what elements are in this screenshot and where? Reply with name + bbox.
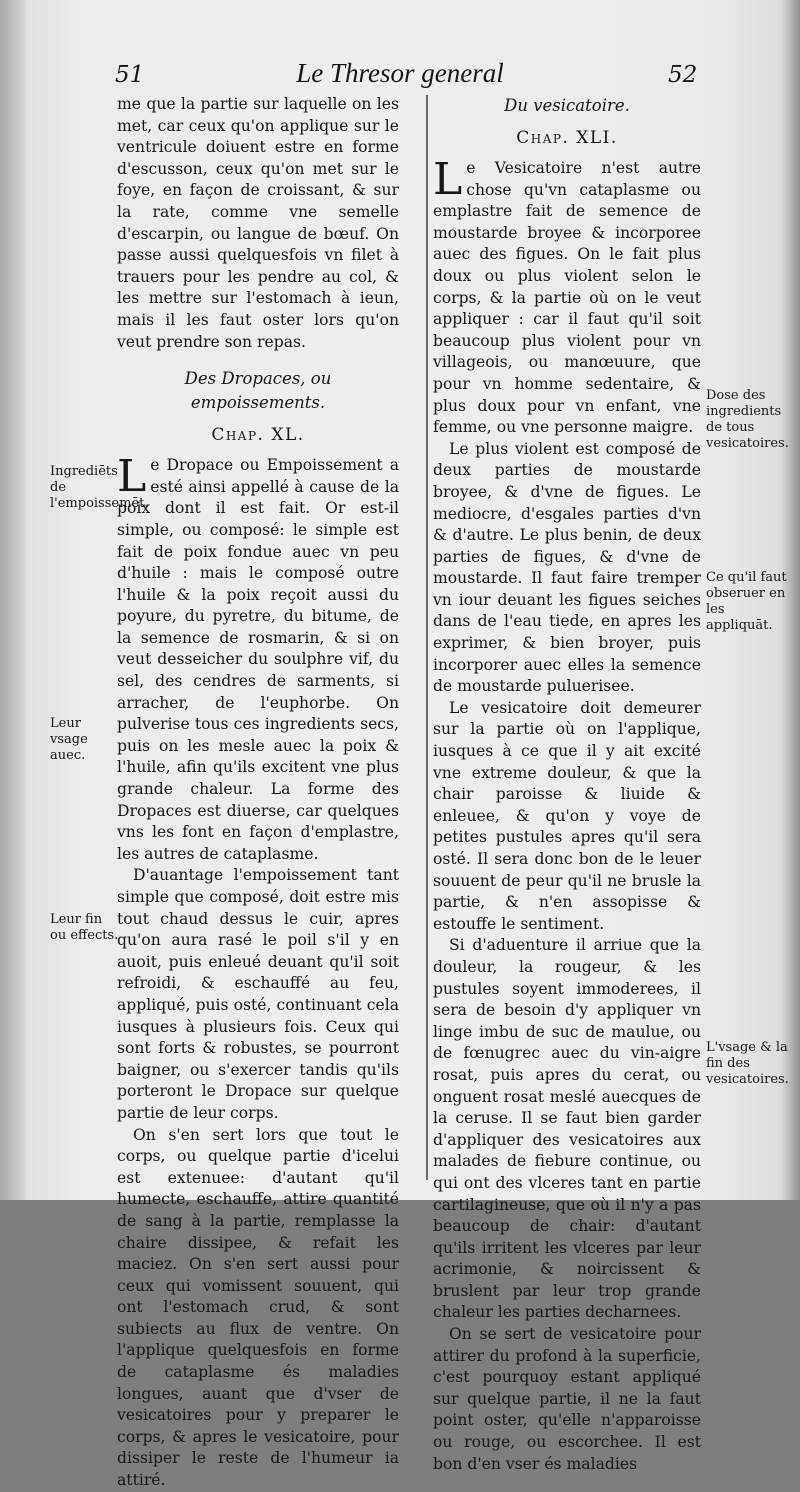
right-paragraph-1: Le Vesicatoire n'est autre chose qu'vn cataplasme ou emplastre fait de semence de moustarde broyee & incorporee auec des figues. On le fait plus doux ou plus violent selon le corps, & la partie où on le veut appliquer : car il faut qu'il soit beaucoup plus violent pour vn villageois, ou manœuure, que pour vn homme sedentaire, & plus doux pour vn enfant, vne femme, ou vne personne maigre.: [433, 154, 701, 437]
right-paragraph-2: Le plus violent est composé de deux parties de moustarde broyee, & d'vne de figues. Le mediocre, d'esgales parties d'vn & d'autre. Le plus benin, de deux parties de figues, & d'vne de moustarde. Il faut faire tremper vn iour deuant les figues seiches dans de l'eau tiede, en apres les exprimer, & bien broyer, puis incorporer auec elles la semence de moustarde puluerisee.: [433, 439, 701, 696]
left-column: [117, 94, 399, 1492]
margin-note-effects: Leur fin ou effects.: [50, 912, 119, 943]
folio-left: 51: [115, 62, 145, 88]
chapter-heading-xli: Chap. XLI.: [516, 128, 618, 148]
right-paragraph-5: On se sert de vesicatoire pour attirer du profond à la superficie, c'est pourquoy estant appliqué sur quelque partie, il ne la faut point oster, qu'elle n'apparoisse ou rouge, ou escorchee. Il est bon d'en vser és maladies: [433, 1325, 701, 1473]
left-paragraph-1: Le Dropace ou Empoissement a esté ainsi appellé à cause de la poix dont il est fait. Or est-il simple, ou composé: le simple est fait de poix fondue auec vn peu d'huile : mais le composé outre l'huile & la poix reçoit aussi du poyure, du pyretre, du bitume, de la semence de rosmarin, & si on veut desseicher du soulphre vif, du sel, des cendres de sarments, si arracher, de l'euphorbe. On pulverise tous ces ingredients secs, puis on les mesle auec la poix & l'huile, afin qu'ils excitent vne plus grande chaleur. La forme des Dropaces est diuerse, car quelques vns les font en façon d'emplastre, les autres de cataplasme.: [117, 451, 399, 863]
left-paragraph-2: D'auantage l'empoissement tant simple que composé, doit estre mis tout chaud dessus le cuir, apres qu'on aura rasé le poil s'il y en auoit, puis enleué deuant qu'il soit refroidi, & eschauffé au feu, appliqué, puis osté, continuant cela iusques à plusieurs fois. Ceux qui sont forts & robustes, se pourront baigner, ou s'exercer tandis qu'ils porteront le Dropace sur quelque partie de leur corps.: [117, 866, 399, 1122]
margin-note-purpose: L'vsage & la fin des vesicatoires.: [706, 1040, 789, 1087]
page-edge-left: [0, 0, 26, 1200]
running-title: Le Thresor general: [296, 58, 504, 88]
margin-note-dose: Dose des ingredients de tous vesicatoires.: [706, 388, 789, 451]
section-title-dropaces: Des Dropaces, ou empoissements.: [184, 369, 332, 413]
margin-note-observe: Ce qu'il faut obseruer en les appliquāt.: [706, 570, 787, 633]
right-paragraph-3: Le vesicatoire doit demeurer sur la partie où on l'applique, iusques à ce que il y ait excité vne extreme douleur, & que la chair paroisse & liuide & enleuee, & qu'on y voye de petites pustules apres qu'il sera osté. Il sera donc bon de le leuer souuent de peur qu'il ne brusle la partie, & n'en assopisse & estouffe le sentiment.: [433, 698, 701, 933]
section-title-vesicatoire: Du vesicatoire.: [504, 96, 630, 115]
left-intro-paragraph: me que la partie sur laquelle on les met, car ceux qu'on applique sur le ventricule doiuent estre en forme d'escusson, ceux qu'on met sur le foye, en façon de croissant, & sur la rate, comme vne semelle d'escarpin, ou langue de bœuf. On passe aussi quelquesfois vn filet à trauers pour les pendre au col, & les mettre sur l'estomach à ieun, mais il les faut oster lors qu'on veut prendre son repas.: [117, 95, 399, 351]
margin-note-usage: Leur vsage auec.: [50, 716, 88, 763]
right-paragraph-4: Si d'aduenture il arriue que la douleur, la rougeur, & les pustules soyent immoderees, il sera de besoin d'y appliquer vn linge imbu de suc de maulue, ou de fœnugrec auec du vin-aigre rosat, puis apres du cerat, ou onguent rosat meslé auecques de la ceruse. Il se faut bien garder d'appliquer des vesicatoires aux malades de fiebure continue, ou qui ont des vlceres tant en partie cartilagineuse, que où il n'y a pas beaucoup de chair: d'autant qu'ils irritent les vlceres par leur acrimonie, & noircissent & bruslent par leur trop grande chaleur les parties decharnees.: [433, 936, 701, 1322]
running-head: [0, 58, 800, 98]
margin-note-ingredients: Ingrediēts de l'empoissemēt.: [50, 464, 149, 511]
chapter-heading-xl: Chap. XL.: [211, 425, 305, 446]
column-rule: [426, 95, 428, 1180]
left-paragraph-3: On s'en sert lors que tout le corps, ou quelque partie d'icelui est extenuee: d'autant qu'il humecte, eschauffe, attire quantité de sang à la partie, remplasse la chaire dissipee, & refait les maciez. On s'en sert aussi pour ceux qui vomissent souuent, qui ont l'estomach crud, & sont subiects au flux de ventre. On l'applique quelquesfois en forme de cataplasme és maladies longues, auant que d'vser de vesicatoires pour y preparer le corps, & apres le vesicatoire, pour dissiper le reste de l'humeur ia attiré.: [117, 1125, 399, 1490]
right-column: [433, 94, 701, 1475]
folio-right: 52: [668, 62, 698, 88]
